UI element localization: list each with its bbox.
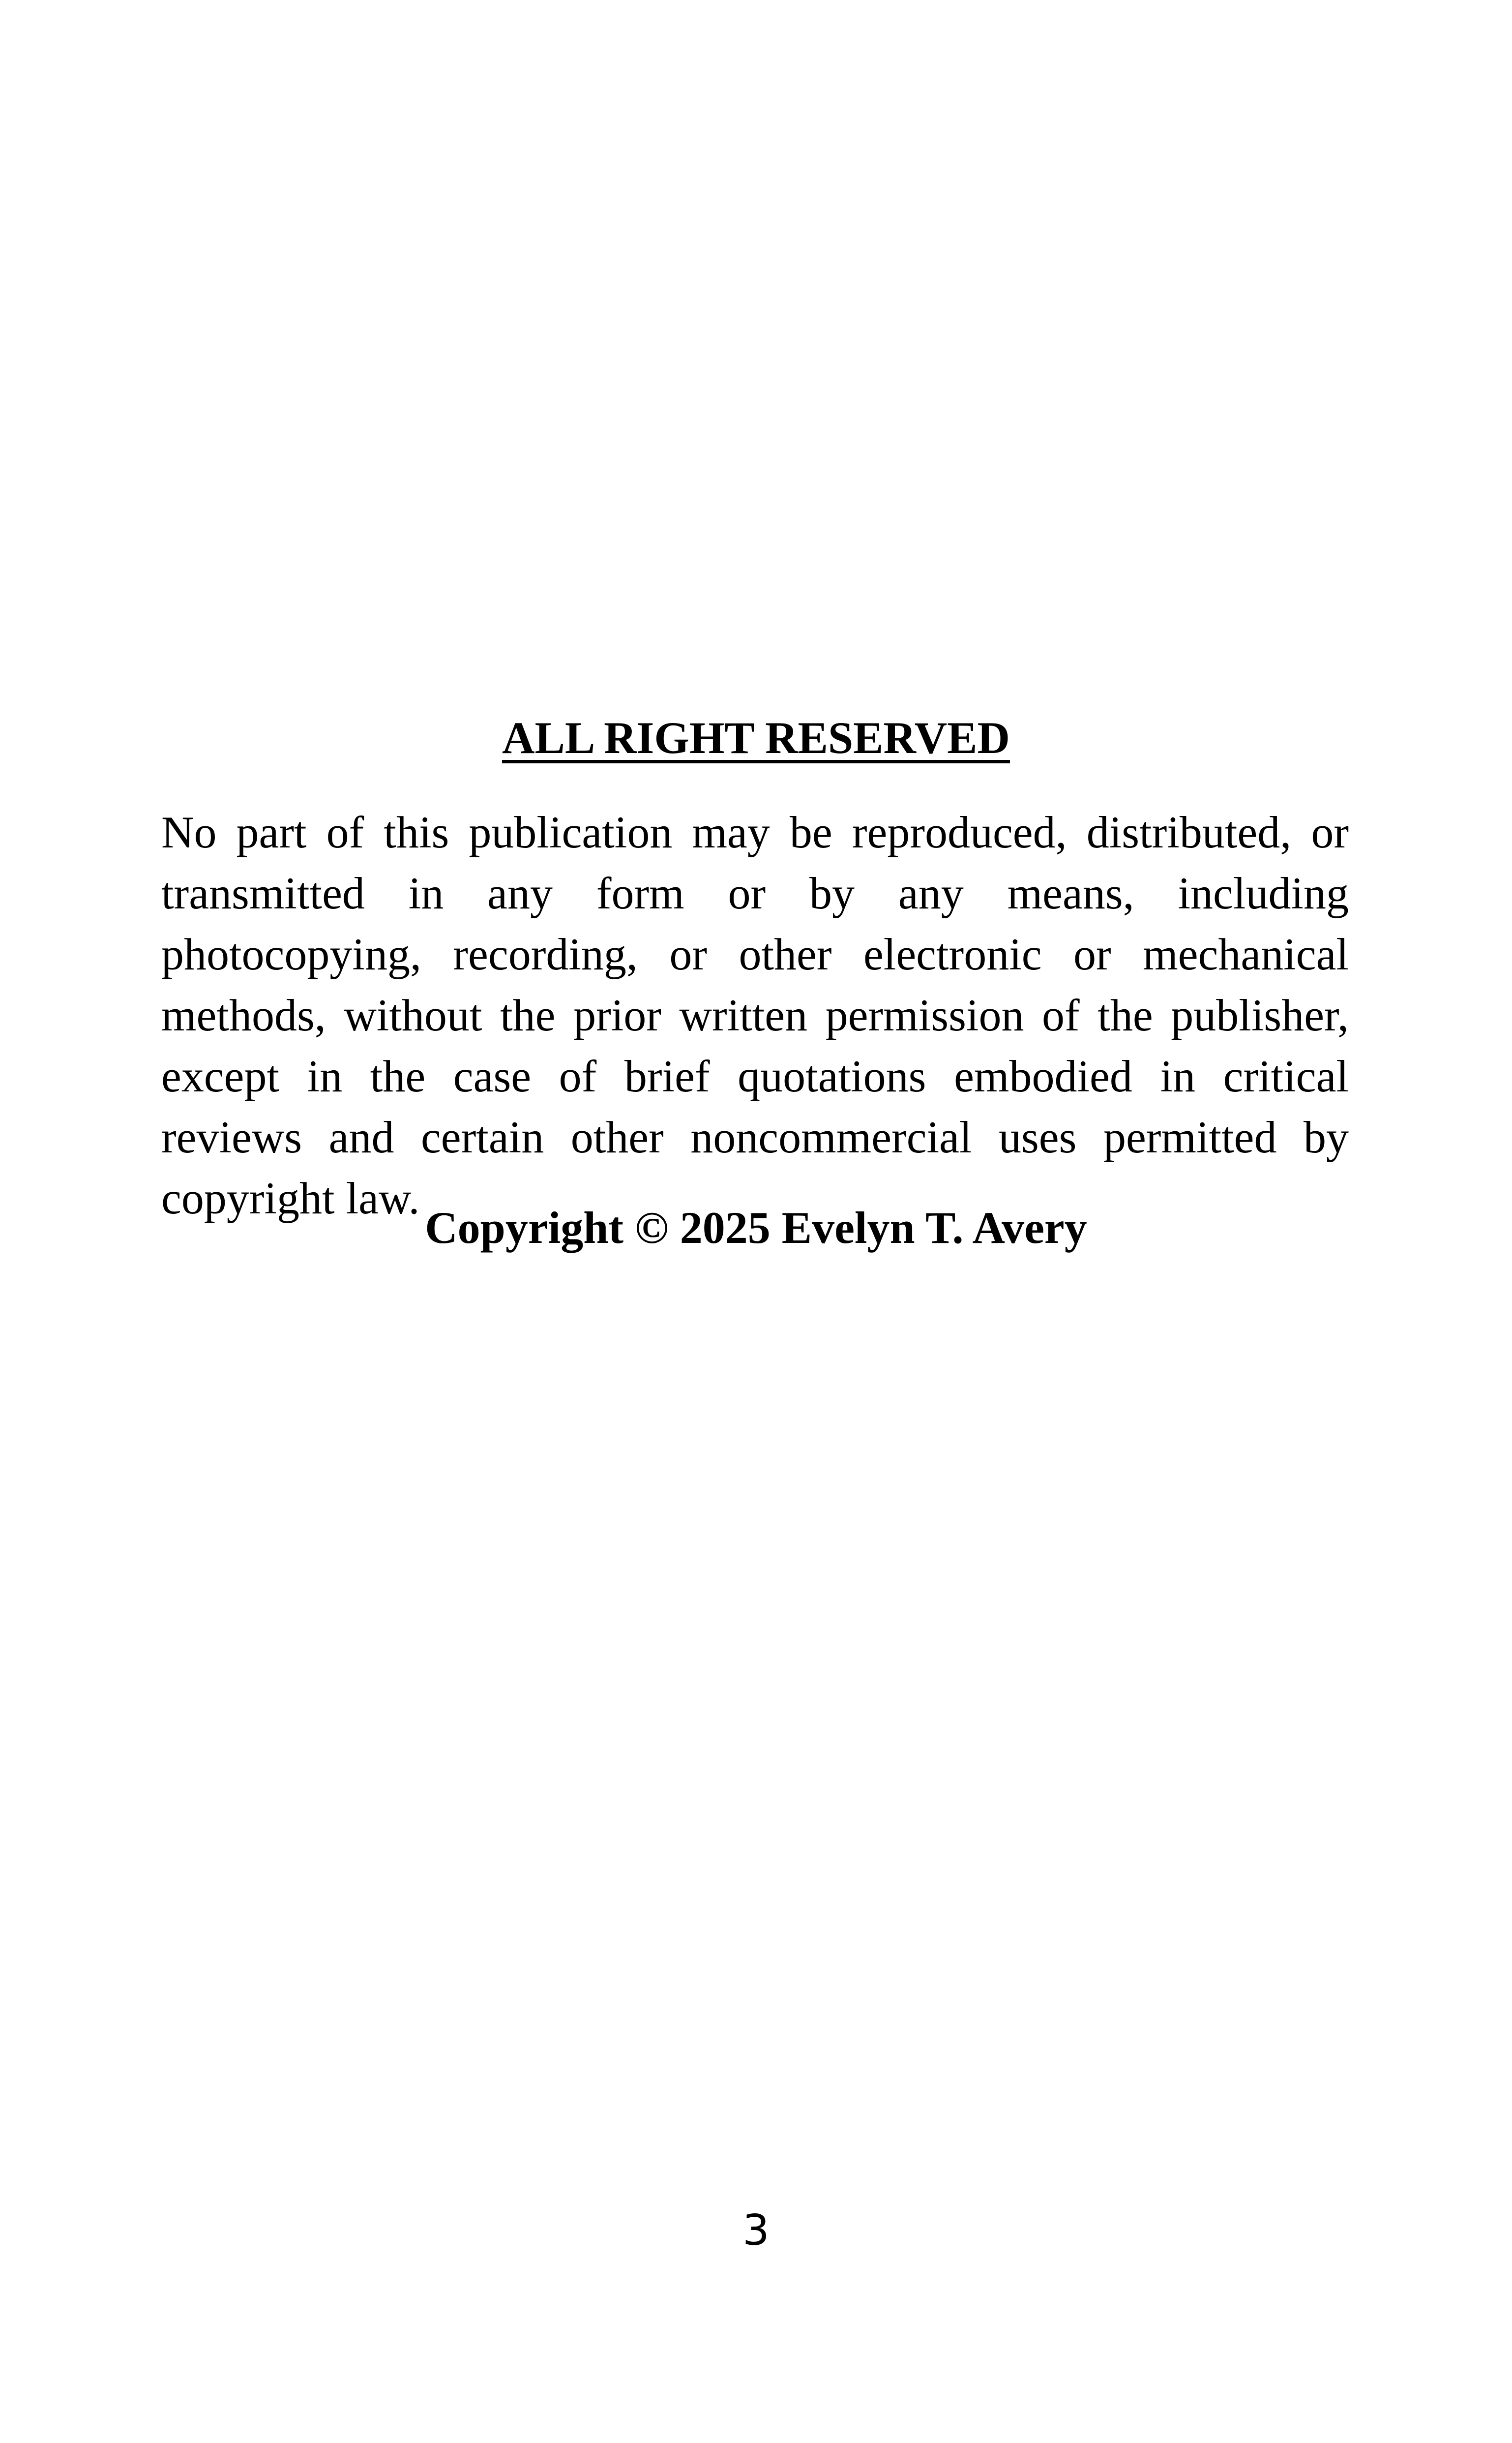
page-number: 3	[742, 2206, 770, 2255]
copyright-line: Copyright © 2025 Evelyn T. Avery	[425, 1203, 1087, 1253]
rights-heading: ALL RIGHT RESERVED	[502, 713, 1010, 763]
rights-paragraph: No part of this publication may be reproduced, distributed, or transmitted in any form or by any means, including photocopying, recording, or other electronic or mechanical methods, without the prior written permission of the publisher, except in the case of brief quotations embodied in critical reviews and certain other noncommercial uses permitted by copyright law.	[161, 807, 1349, 1223]
